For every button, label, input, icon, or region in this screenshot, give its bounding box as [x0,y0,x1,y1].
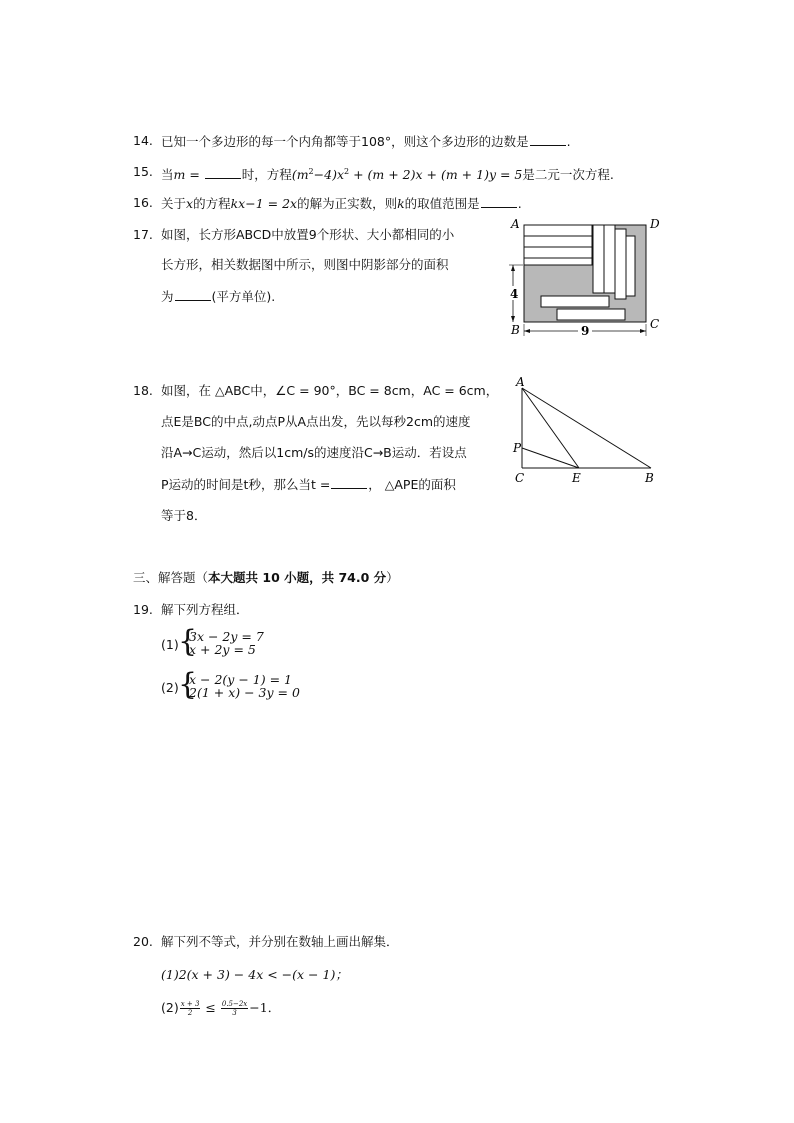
q19-system2-eq2: 2(1 + x) − 3y = 0 [189,685,300,700]
q17-l3a: 为 [161,289,174,304]
q16-text [161,195,522,212]
q14-text [161,133,571,150]
q19-part2-label: (2) [161,680,179,695]
q20-number: 20. [133,934,153,949]
q16-p4: 的取值范围是 [404,196,480,211]
q18-segment-ae [522,388,579,468]
q18-l4b: ， △APE的面积 [368,477,456,492]
q18-number: 18. [133,383,153,398]
q17-label-b: B [511,323,520,337]
q18-label-e: E [572,471,581,485]
q16-equation: kx−1 = 2x [230,196,298,211]
q18-side-ab [522,388,651,468]
q15-var: m [173,167,186,183]
q17-figure [505,214,665,340]
q20-fraction2: $\frac{0.5-2x}{3}$ [221,1000,248,1017]
q18-line2: 点E是BC的中点,动点P从A点出发，先以每秒2cm的速度 [161,414,471,429]
q19-system1-eq2: x + 2y = 5 [189,642,256,657]
q19-system1-eq1: 3x − 2y = 7 [189,629,264,644]
q15-p1: 当 [161,167,174,183]
q20-i2-tail: −1． [249,1000,281,1015]
q15-end: . [609,167,614,183]
q18-blank [331,476,367,489]
q15-equation: $(m^2-4)x^2 + (m + 2)x + (m + 1)y = 5$ [291,167,523,183]
q20-inequality1: (1)2(x + 3) − 4x < −(x − 1)； [161,967,348,982]
q15-p2: 时，方程 [241,167,292,183]
q17-line2: 长方形，相关数据图中所示，则图中阴影部分的面积 [161,257,449,272]
q20-leq: ≤ [201,1000,220,1015]
q18-line1: 如图，在 △ABC中，∠C = 90°，BC = 8cm，AC = 6cm， [161,383,499,398]
q18-figure [505,372,665,488]
q17-label-a: A [511,217,520,231]
q19-brace1: { [178,624,198,659]
q14-body: 已知一个多边形的每一个内角都等于108°，则这个多边形的边数是 [161,134,529,149]
q19-part1-label: (1) [161,637,179,652]
q17-label-height: 4 [510,287,519,301]
q20-i2-label: (2) [161,1000,179,1015]
q19-brace2: { [178,667,198,702]
q17-label-c: C [650,317,660,331]
q20-fraction1: $\frac{x + 3}{2}$ [180,1000,200,1017]
q19-system2-eq1: x − 2(y − 1) = 1 [189,672,292,687]
q18-line4 [161,476,456,493]
q15-number: 15. [133,164,153,179]
section3-bold: 本大题共 10 小题，共 74.0 分 [208,570,387,585]
q16-end: . [517,196,522,211]
section3-prefix: 三、解答题（ [133,570,209,585]
q17-line3 [161,288,275,305]
q16-var: x [186,196,194,211]
q18-line3: 沿A→C运动，然后以1cm/s的速度沿C→B运动．若设点 [161,445,467,460]
q16-var2: k [397,196,405,211]
q14-number: 14. [133,133,153,148]
q18-label-p: P [513,441,522,455]
section3-suffix: ） [386,570,399,585]
q17-line1: 如图，长方形ABCD中放置9个形状、大小都相同的小 [161,227,455,242]
q20-inequality2 [161,1000,280,1017]
q17-label-d: D [650,217,660,231]
q18-label-c: C [515,471,525,485]
q18-label-a: A [516,375,525,389]
q19-number: 19. [133,602,153,617]
q15-p3: 是二元一次方程 [522,167,610,183]
q15-blank [205,166,241,179]
section3-heading [133,570,399,586]
q17-label-width: 9 [581,324,590,338]
q18-segment-pe [522,448,579,468]
q18-line5: 等于8． [161,508,207,523]
q18-l4a: P运动的时间是t秒，那么当t = [161,477,331,492]
q16-p2: 的方程 [193,196,231,211]
q17-blank [175,288,211,301]
q18-label-b: B [645,471,654,485]
q15-text: 当m = 时，方程$(m^2-4)x^2 + (m + 2)x + (m + 1)y = 5$是二元一次方程. [161,167,614,183]
q16-blank [481,195,517,208]
q14-blank [530,133,566,146]
q20-title: 解下列不等式，并分别在数轴上画出解集． [161,934,399,949]
q14-end: . [566,134,571,149]
q19-title: 解下列方程组． [161,602,249,617]
q17-l3b: (平方单位). [211,289,276,304]
q16-p3: 的解为正实数，则 [297,196,398,211]
q16-number: 16. [133,195,153,210]
q17-number: 17. [133,227,153,242]
q16-p1: 关于 [161,196,187,211]
